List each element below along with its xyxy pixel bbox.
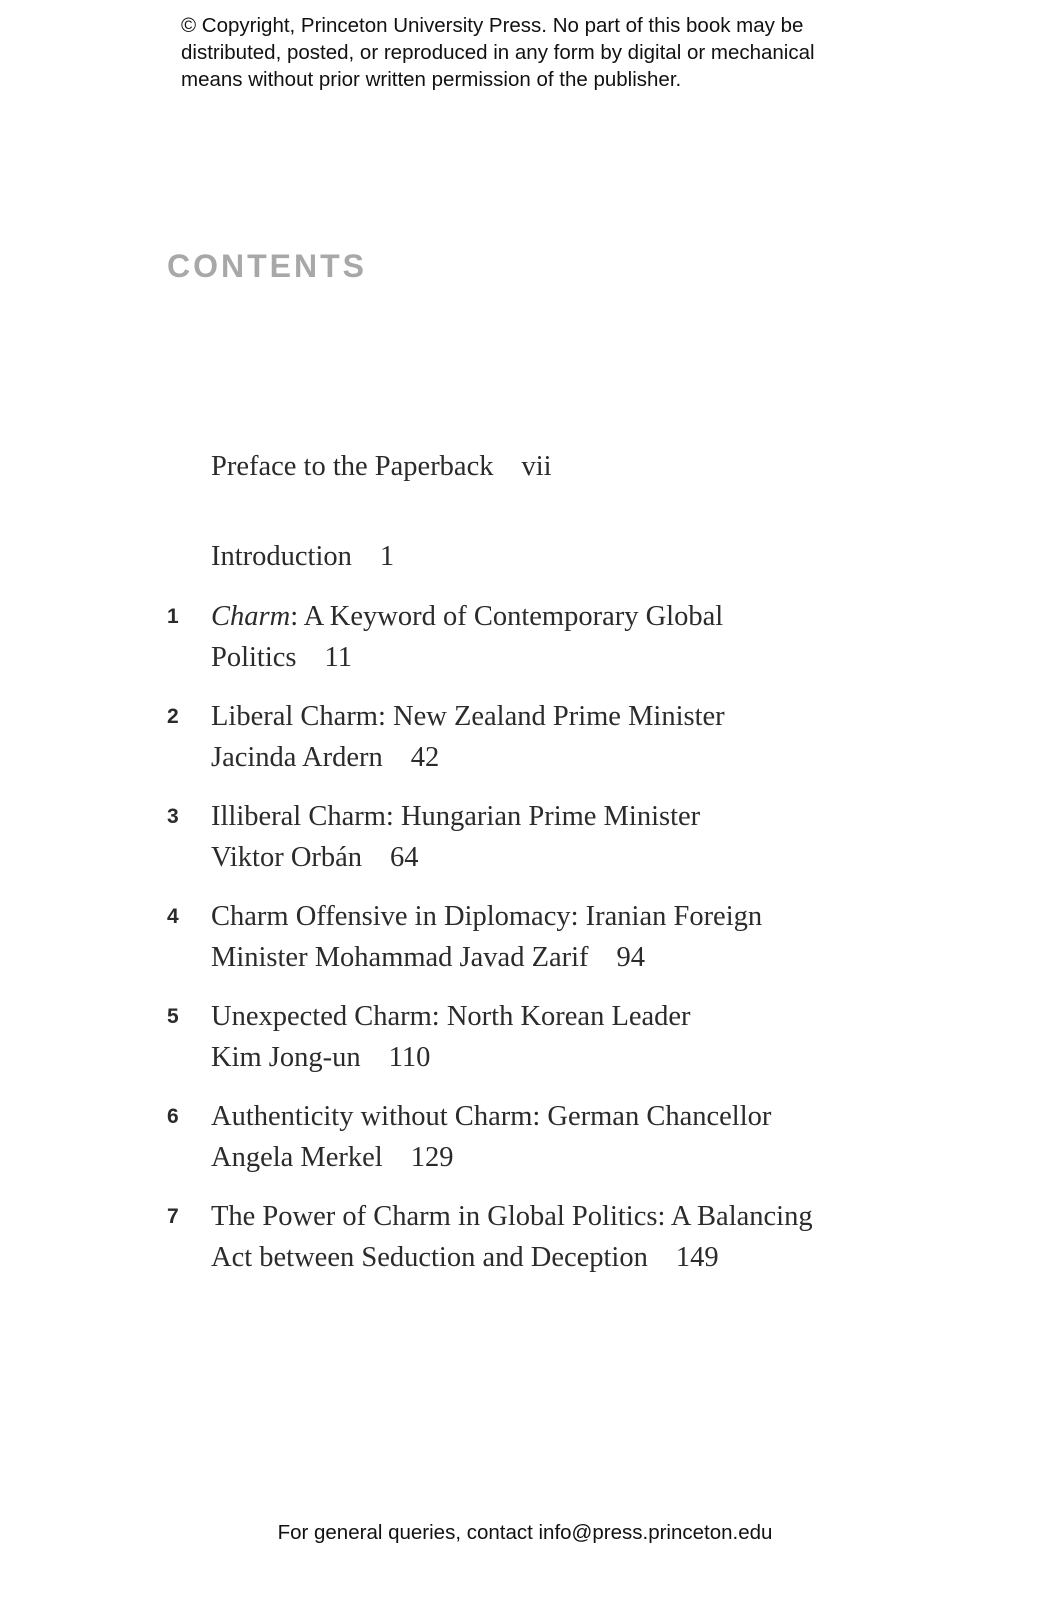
toc-title: Preface to the Paperback <box>211 451 494 482</box>
copyright-line: © Copyright, Princeton University Press. No part of this book may be <box>181 14 804 37</box>
toc-title: Introduction <box>211 541 352 572</box>
chapter-number: 7 <box>167 1205 179 1228</box>
copyright-notice <box>181 12 901 93</box>
chapter-number: 5 <box>167 1005 179 1028</box>
toc-title: Kim Jong-un <box>211 1042 361 1073</box>
toc-title: Unexpected Charm: North Korean Leader <box>211 1001 691 1032</box>
toc-page-number: 149 <box>675 1242 719 1273</box>
toc-title: Jacinda Ardern <box>211 742 383 773</box>
footer-contact: For general queries, contact info@press.princeton.edu <box>277 1521 773 1544</box>
chapter-number: 3 <box>167 805 179 828</box>
toc-title: Charm Offensive in Diplomacy: Iranian Foreign <box>211 901 763 932</box>
chapter-number: 6 <box>167 1105 179 1128</box>
toc-page-number: 1 <box>379 541 395 572</box>
chapter-number: 1 <box>167 605 179 628</box>
toc-title: Act between Seduction and Deception <box>211 1242 648 1273</box>
toc-title: Politics <box>211 642 297 673</box>
toc-title: : A Keyword of Contemporary Global <box>290 601 724 632</box>
toc-page-number: 42 <box>410 742 440 773</box>
toc-title: Authenticity without Charm: German Chancellor <box>211 1101 772 1132</box>
chapter-number: 2 <box>167 705 179 728</box>
toc-page-number: 94 <box>616 942 646 973</box>
toc-page-number: vii <box>521 451 552 482</box>
toc-title-italic: Charm <box>211 601 291 632</box>
copyright-line: distributed, posted, or reproduced in any form by digital or mechanical <box>181 41 815 64</box>
toc-title: Liberal Charm: New Zealand Prime Minister <box>211 701 725 732</box>
toc-title: Angela Merkel <box>211 1142 383 1173</box>
toc-page-number: 64 <box>390 842 419 873</box>
contents-heading: CONTENTS <box>167 248 367 284</box>
toc-title: Minister Mohammad Javad Zarif <box>211 942 589 973</box>
toc-title: Viktor Orbán <box>211 842 363 873</box>
toc-title: The Power of Charm in Global Politics: A Balancing <box>211 1201 813 1232</box>
toc-page-number: 110 <box>388 1042 431 1073</box>
copyright-line: means without prior written permission of the publisher. <box>181 68 682 91</box>
toc-page-number: 11 <box>324 642 352 673</box>
chapter-number: 4 <box>167 905 179 928</box>
toc-page-number: 129 <box>410 1142 454 1173</box>
toc-title: Illiberal Charm: Hungarian Prime Minister <box>211 801 701 832</box>
